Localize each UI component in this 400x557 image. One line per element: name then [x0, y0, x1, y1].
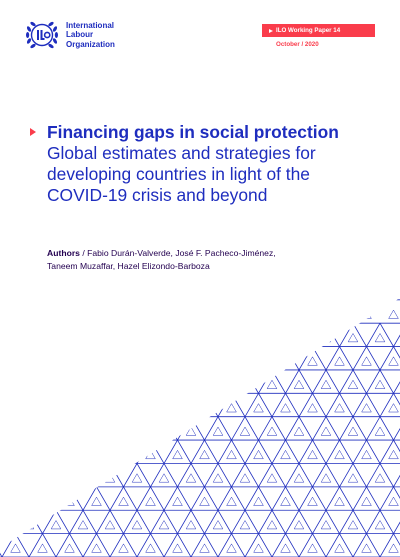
pattern-inner-triangle: [51, 474, 61, 482]
pattern-inner-triangle: [227, 544, 237, 552]
pattern-inner-triangle: [348, 287, 358, 295]
pattern-inner-triangle: [294, 287, 304, 295]
pattern-inner-triangle: [146, 357, 156, 365]
pattern-inner-triangle: [375, 521, 385, 529]
pattern-inner-triangle: [335, 544, 345, 552]
pattern-inner-triangle: [0, 287, 7, 295]
pattern-inner-triangle: [321, 427, 331, 435]
pattern-inner-triangle: [11, 497, 21, 505]
pattern-inner-triangle: [24, 521, 34, 529]
pattern-line: [0, 323, 56, 557]
pattern-inner-triangle: [38, 357, 48, 365]
pattern-inner-triangle: [362, 450, 372, 458]
pattern-inner-triangle: [11, 310, 21, 318]
pattern-inner-triangle: [294, 474, 304, 482]
pattern-inner-triangle: [308, 544, 318, 552]
pattern-inner-triangle: [281, 544, 291, 552]
pattern-inner-triangle: [308, 497, 318, 505]
pattern-inner-triangle: [213, 287, 223, 295]
pattern-inner-triangle: [38, 404, 48, 412]
pattern-inner-triangle: [173, 357, 183, 365]
organization-name-line: International: [66, 20, 115, 30]
pattern-inner-triangle: [105, 427, 115, 435]
pattern-inner-triangle: [200, 404, 210, 412]
pattern-line: [0, 323, 83, 557]
pattern-inner-triangle: [267, 333, 277, 341]
pattern-inner-triangle: [335, 450, 345, 458]
pattern-inner-triangle: [240, 380, 250, 388]
pattern-inner-triangle: [348, 427, 358, 435]
pattern-inner-triangle: [335, 357, 345, 365]
pattern-inner-triangle: [65, 450, 75, 458]
pattern-inner-triangle: [78, 427, 88, 435]
pattern-inner-triangle: [186, 521, 196, 529]
pattern-inner-triangle: [119, 497, 129, 505]
pattern-inner-triangle: [254, 310, 264, 318]
pattern-inner-triangle: [227, 450, 237, 458]
pattern-inner-triangle: [146, 544, 156, 552]
pattern-inner-triangle: [362, 310, 372, 318]
title-main: Financing gaps in social protection: [47, 122, 339, 142]
pattern-inner-triangle: [254, 404, 264, 412]
pattern-inner-triangle: [92, 544, 102, 552]
pattern-inner-triangle: [321, 380, 331, 388]
pattern-inner-triangle: [51, 380, 61, 388]
pattern-inner-triangle: [11, 404, 21, 412]
pattern-inner-triangle: [132, 521, 142, 529]
pattern-inner-triangle: [389, 404, 399, 412]
pattern-inner-triangle: [78, 333, 88, 341]
organization-name-line: Labour: [66, 30, 94, 40]
pattern-inner-triangle: [24, 474, 34, 482]
pattern-inner-triangle: [335, 310, 345, 318]
pattern-inner-triangle: [132, 380, 142, 388]
pattern-inner-triangle: [389, 310, 399, 318]
pattern-inner-triangle: [146, 450, 156, 458]
pattern-inner-triangle: [119, 310, 129, 318]
pattern-inner-triangle: [78, 474, 88, 482]
pattern-inner-triangle: [38, 450, 48, 458]
organization-name-line: Organization: [66, 39, 115, 49]
pattern-inner-triangle: [78, 380, 88, 388]
pattern-inner-triangle: [348, 333, 358, 341]
pattern-inner-triangle: [281, 310, 291, 318]
pattern-inner-triangle: [335, 497, 345, 505]
pattern-inner-triangle: [254, 544, 264, 552]
pattern-inner-triangle: [375, 474, 385, 482]
pattern-inner-triangle: [51, 521, 61, 529]
pattern-inner-triangle: [375, 427, 385, 435]
pattern-inner-triangle: [159, 380, 169, 388]
pattern-inner-triangle: [92, 450, 102, 458]
pattern-inner-triangle: [159, 474, 169, 482]
pattern-inner-triangle: [227, 310, 237, 318]
subtitle-line: developing countries in light of the: [47, 164, 310, 184]
pattern-inner-triangle: [240, 474, 250, 482]
pattern-inner-triangle: [186, 474, 196, 482]
pattern-inner-triangle: [321, 521, 331, 529]
pattern-inner-triangle: [186, 380, 196, 388]
publication-date: October / 2020: [276, 41, 319, 48]
pattern-inner-triangle: [362, 497, 372, 505]
series-label: ILO Working Paper 14: [276, 27, 341, 34]
pattern-inner-triangle: [240, 333, 250, 341]
pattern-inner-triangle: [51, 427, 61, 435]
pattern-inner-triangle: [267, 474, 277, 482]
pattern-inner-triangle: [0, 333, 7, 341]
pattern-inner-triangle: [78, 287, 88, 295]
pattern-inner-triangle: [159, 287, 169, 295]
pattern-inner-triangle: [375, 380, 385, 388]
pattern-inner-triangle: [119, 544, 129, 552]
pattern-inner-triangle: [173, 450, 183, 458]
pattern-inner-triangle: [267, 380, 277, 388]
pattern-inner-triangle: [11, 357, 21, 365]
pattern-inner-triangle: [240, 427, 250, 435]
pattern-inner-triangle: [38, 310, 48, 318]
pattern-inner-triangle: [146, 497, 156, 505]
pattern-inner-triangle: [105, 380, 115, 388]
pattern-inner-triangle: [240, 287, 250, 295]
pattern-inner-triangle: [254, 497, 264, 505]
pattern-inner-triangle: [362, 404, 372, 412]
pattern-inner-triangle: [375, 333, 385, 341]
pattern-inner-triangle: [38, 544, 48, 552]
pattern-inner-triangle: [132, 427, 142, 435]
authors-names-2: Taneem Muzaffar, Hazel Elizondo-Barboza: [47, 261, 210, 271]
pattern-inner-triangle: [308, 357, 318, 365]
pattern-inner-triangle: [173, 497, 183, 505]
pattern-inner-triangle: [362, 544, 372, 552]
pattern-line: [0, 323, 191, 557]
pattern-inner-triangle: [65, 357, 75, 365]
pattern-inner-triangle: [65, 404, 75, 412]
pattern-inner-triangle: [281, 357, 291, 365]
pattern-inner-triangle: [186, 427, 196, 435]
pattern-inner-triangle: [159, 333, 169, 341]
authors-label: Authors: [47, 248, 80, 258]
pattern-inner-triangle: [132, 333, 142, 341]
pattern-line: [0, 323, 56, 557]
pattern-inner-triangle: [362, 357, 372, 365]
pattern-inner-triangle: [254, 357, 264, 365]
pattern-inner-triangle: [308, 450, 318, 458]
pattern-inner-triangle: [294, 427, 304, 435]
pattern-inner-triangle: [200, 450, 210, 458]
pattern-inner-triangle: [254, 450, 264, 458]
pattern-inner-triangle: [119, 357, 129, 365]
pattern-inner-triangle: [186, 333, 196, 341]
subtitle-line: COVID-19 crisis and beyond: [47, 185, 268, 205]
pattern-inner-triangle: [92, 357, 102, 365]
pattern-inner-triangle: [24, 380, 34, 388]
pattern-inner-triangle: [105, 287, 115, 295]
pattern-inner-triangle: [200, 310, 210, 318]
pattern-inner-triangle: [51, 333, 61, 341]
pattern-inner-triangle: [308, 404, 318, 412]
pattern-inner-triangle: [173, 310, 183, 318]
pattern-inner-triangle: [294, 521, 304, 529]
pattern-inner-triangle: [119, 450, 129, 458]
pattern-inner-triangle: [24, 287, 34, 295]
pattern-inner-triangle: [213, 521, 223, 529]
pattern-inner-triangle: [213, 333, 223, 341]
pattern-inner-triangle: [92, 310, 102, 318]
pattern-inner-triangle: [321, 333, 331, 341]
pattern-inner-triangle: [119, 404, 129, 412]
pattern-inner-triangle: [267, 287, 277, 295]
pattern-inner-triangle: [132, 287, 142, 295]
pattern-inner-triangle: [78, 521, 88, 529]
pattern-inner-triangle: [24, 427, 34, 435]
pattern-line: [0, 323, 2, 557]
pattern-inner-triangle: [294, 380, 304, 388]
pattern-inner-triangle: [0, 521, 7, 529]
pattern-inner-triangle: [24, 333, 34, 341]
pattern-inner-triangle: [294, 333, 304, 341]
pattern-inner-triangle: [267, 521, 277, 529]
pattern-inner-triangle: [173, 544, 183, 552]
pattern-inner-triangle: [335, 404, 345, 412]
pattern-inner-triangle: [213, 380, 223, 388]
pattern-inner-triangle: [65, 544, 75, 552]
pattern-inner-triangle: [375, 287, 385, 295]
pattern-inner-triangle: [348, 521, 358, 529]
pattern-inner-triangle: [51, 287, 61, 295]
pattern-inner-triangle: [227, 497, 237, 505]
pattern-inner-triangle: [227, 357, 237, 365]
pattern-inner-triangle: [267, 427, 277, 435]
pattern-inner-triangle: [389, 450, 399, 458]
pattern-inner-triangle: [200, 357, 210, 365]
pattern-inner-triangle: [348, 380, 358, 388]
pattern-inner-triangle: [65, 497, 75, 505]
pattern-inner-triangle: [281, 450, 291, 458]
pattern-inner-triangle: [240, 521, 250, 529]
pattern-inner-triangle: [213, 474, 223, 482]
pattern-inner-triangle: [281, 404, 291, 412]
pattern-inner-triangle: [389, 357, 399, 365]
pattern-inner-triangle: [65, 310, 75, 318]
pattern-inner-triangle: [92, 404, 102, 412]
pattern-inner-triangle: [200, 544, 210, 552]
pattern-inner-triangle: [146, 404, 156, 412]
pattern-inner-triangle: [173, 404, 183, 412]
authors-names-1: / Fabio Durán-Valverde, José F. Pacheco-Jiménez,: [79, 248, 276, 258]
pattern-inner-triangle: [227, 404, 237, 412]
pattern-inner-triangle: [0, 380, 7, 388]
pattern-inner-triangle: [389, 497, 399, 505]
pattern-inner-triangle: [146, 310, 156, 318]
pattern-inner-triangle: [0, 427, 7, 435]
pattern-inner-triangle: [132, 474, 142, 482]
pattern-line: [0, 323, 2, 557]
pattern-inner-triangle: [348, 474, 358, 482]
pattern-inner-triangle: [105, 333, 115, 341]
pattern-inner-triangle: [105, 521, 115, 529]
pattern-line: [0, 323, 29, 557]
pattern-inner-triangle: [105, 474, 115, 482]
pattern-inner-triangle: [308, 310, 318, 318]
pattern-inner-triangle: [0, 474, 7, 482]
pattern-inner-triangle: [321, 474, 331, 482]
pattern-inner-triangle: [186, 287, 196, 295]
pattern-inner-triangle: [200, 497, 210, 505]
pattern-line: [0, 323, 83, 557]
pattern-inner-triangle: [389, 544, 399, 552]
pattern-line: [0, 323, 29, 557]
pattern-inner-triangle: [11, 450, 21, 458]
pattern-inner-triangle: [159, 521, 169, 529]
pattern-inner-triangle: [321, 287, 331, 295]
pattern-inner-triangle: [281, 497, 291, 505]
pattern-inner-triangle: [92, 497, 102, 505]
pattern-inner-triangle: [213, 427, 223, 435]
pattern-line: [0, 323, 191, 557]
pattern-inner-triangle: [11, 544, 21, 552]
pattern-inner-triangle: [159, 427, 169, 435]
pattern-inner-triangle: [38, 497, 48, 505]
subtitle-line: Global estimates and strategies for: [47, 143, 316, 163]
